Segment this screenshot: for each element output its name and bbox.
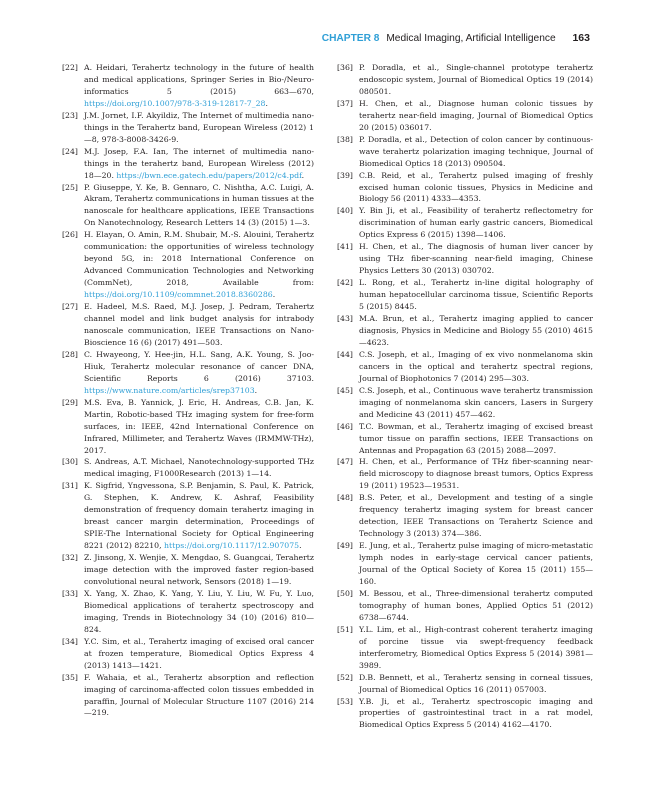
reference-text: C.S. Joseph, et al., Imaging of ex vivo nonmelanoma skin cancers in the optical and terahertz spectral regions, Journal of Biophotonics 7 (2014) 295—303. (359, 349, 593, 383)
running-header (322, 32, 590, 44)
page-number: 163 (572, 32, 590, 44)
reference-text: K. Sigfrid, Yngvessona, S.P. Benjamin, S. Paul, K. Patrick, G. Stephen, K. Andrew, K. Ashraf, Feasibility demonstration of frequency domain terahertz imaging in breast cancer margin determination, Proceedings of SPIE-The International Society for Optical Engineering 8221 (2012) 82210, https://doi.org/10.1117/12.907075. (84, 481, 314, 551)
reference-item (337, 134, 593, 170)
reference-item (62, 397, 314, 457)
reference-text: M.A. Brun, et al., Terahertz imaging applied to cancer diagnosis, Physics in Medicine and Biology 55 (2010) 4615—4623. (359, 314, 593, 347)
reference-item (62, 229, 314, 301)
reference-text: H. Chen, et al., Diagnose human colonic tissues by terahertz near-field imaging, Journal of Biomedical Optics 20 (2015) 036017. (359, 98, 593, 132)
reference-item (337, 421, 593, 457)
reference-text: Y.C. Sim, et al., Terahertz imaging of excised oral cancer at frozen temperature, Biomedical Optics Express 4 (2013) 1413—1421. (84, 636, 314, 670)
reference-number: [27] (62, 302, 78, 312)
reference-number: [24] (62, 146, 78, 156)
reference-text: S. Andreas, A.T. Michael, Nanotechnology-supported THz medical imaging, F1000Research (2013) 1—14. (84, 457, 314, 479)
reference-link[interactable]: https://bwn.ece.gatech.edu/papers/2012/c4.pdf (116, 170, 302, 180)
reference-link[interactable]: https://doi.org/10.1117/12.907075 (164, 541, 300, 551)
reference-item (337, 624, 593, 672)
reference-item (337, 696, 593, 732)
reference-item (337, 98, 593, 134)
reference-number: [31] (62, 481, 78, 491)
reference-item (62, 146, 314, 182)
reference-text: Y.L. Lim, et al., High-contrast coherent terahertz imaging of porcine tissue via swept-frequency feedback interferometry, Biomedical Optics Express 5 (2014) 3981—3989. (359, 624, 593, 670)
reference-text: Z. Jinsong, X. Wenjie, X. Mengdao, S. Guangcai, Terahertz image detection with the improved faster region-based convolutional neural network, Sensors (2018) 1—19. (84, 553, 314, 586)
reference-number: [29] (62, 397, 78, 407)
reference-text: E. Jung, et al., Terahertz pulse imaging of micro-metastatic lymph nodes in early-stage cervical cancer patients, Journal of the Optical Society of Korea 15 (2011) 155—160. (359, 541, 593, 586)
reference-item (337, 492, 593, 540)
references-left-column (62, 62, 314, 719)
reference-number: [43] (337, 314, 353, 324)
reference-text: A. Heidari, Terahertz technology in the future of health and medical applications, Springer Series in Bio-/Neuro-informatics 5 (2015) 663—670, https://doi.org/10.1007/978-3-319-12817-7_28. (84, 63, 314, 108)
reference-number: [50] (337, 588, 353, 598)
reference-number: [53] (337, 696, 353, 706)
chapter-label: CHAPTER 8 (321, 33, 380, 44)
reference-number: [52] (337, 672, 353, 682)
reference-link[interactable]: https://doi.org/10.1109/commnet.2018.8360286 (84, 290, 273, 300)
references-right-column (337, 62, 593, 731)
reference-number: [30] (62, 457, 78, 467)
reference-text: B.S. Peter, et al., Development and testing of a single frequency terahertz imaging system for breast cancer detection, IEEE Transactions on Terahertz Science and Technology 3 (2013) 374—386. (359, 493, 593, 539)
reference-item (337, 313, 593, 349)
reference-number: [38] (337, 134, 353, 144)
reference-number: [40] (337, 206, 353, 216)
reference-item (62, 480, 314, 552)
reference-number: [35] (62, 672, 78, 682)
reference-number: [46] (337, 421, 353, 431)
reference-item (337, 385, 593, 421)
reference-item (337, 241, 593, 277)
reference-text: H. Chen, et al., Performance of THz fiber-scanning near-field microscopy to diagnose breast tumors, Optics Express 19 (2011) 19523—19531. (359, 457, 594, 491)
reference-text: M.S. Eva, B. Yannick, J. Eric, H. Andreas, C.B. Jan, K. Martin, Robotic-based THz imaging system for free-form surfaces, in: IEEE, 42nd International Conference on Infrared, Millimeter, and Terahertz Waves (IRMMW-THz), 2017. (84, 397, 314, 455)
reference-item (337, 588, 593, 624)
reference-text: C.S. Joseph, et al., Continuous wave terahertz transmission imaging of nonmelanoma skin cancers, Lasers in Surgery and Medicine 43 (2011) 457—462. (359, 385, 593, 419)
reference-text: H. Chen, et al., The diagnosis of human liver cancer by using THz fiber-scanning near-field imaging, Chinese Physics Letters 30 (2013) 030702. (359, 242, 593, 276)
reference-item (62, 62, 314, 110)
chapter-title: Medical Imaging, Artificial Intelligence (386, 33, 556, 44)
reference-text: T.C. Bowman, et al., Terahertz imaging of excised breast tumor tissue on paraffin sections, IEEE Transactions on Antennas and Propagation 63 (2015) 2088—2097. (359, 421, 593, 455)
reference-number: [22] (62, 63, 78, 72)
reference-text: L. Rong, et al., Terahertz in-line digital holography of human hepatocellular carcinoma tissue, Scientific Reports 5 (2015) 8445. (359, 278, 593, 312)
reference-number: [42] (337, 278, 353, 288)
reference-text: F. Wahaia, et al., Terahertz absorption and reflection imaging of carcinoma-affected colon tissues embedded in paraffin, Journal of Molecular Structure 1107 (2016) 214—219. (84, 672, 314, 718)
reference-text: C. Hwayeong, Y. Hee-jin, H.L. Sang, A.K. Young, S. Joo-Hiuk, Terahertz molecular resonance of cancer DNA, Scientific Reports 6 (2016) 37103. https://www.nature.com/articles/srep37103. (84, 349, 314, 395)
reference-number: [28] (62, 349, 78, 359)
reference-item (62, 349, 314, 397)
reference-text: P. Doradla, et al., Detection of colon cancer by continuous-wave terahertz polarization imaging technique, Journal of Biomedical Optics 18 (2013) 090504. (359, 134, 593, 168)
reference-number: [44] (337, 349, 353, 359)
reference-number: [33] (62, 588, 78, 598)
reference-item (62, 636, 314, 672)
reference-number: [41] (337, 242, 353, 252)
reference-number: [34] (62, 636, 78, 646)
reference-item (337, 62, 593, 98)
reference-text: Y.B. Ji, et al., Terahertz spectroscopic imaging and properties of gastrointestinal tract in a rat model, Biomedical Optics Express 5 (2014) 4162—4170. (359, 696, 593, 730)
reference-item (62, 301, 314, 349)
reference-number: [39] (337, 170, 353, 180)
reference-text: X. Yang, X. Zhao, K. Yang, Y. Liu, Y. Liu, W. Fu, Y. Luo, Biomedical applications of terahertz spectroscopy and imaging, Trends in Biotechnology 34 (10) (2016) 810—824. (84, 588, 314, 634)
reference-number: [26] (62, 230, 78, 240)
reference-item (62, 456, 314, 480)
reference-item (337, 672, 593, 696)
reference-item (337, 205, 593, 241)
reference-number: [47] (337, 457, 353, 467)
reference-item (62, 672, 314, 720)
reference-number: [32] (62, 553, 78, 563)
reference-item (337, 456, 593, 492)
reference-text: P. Giuseppe, Y. Ke, B. Gennaro, C. Nishtha, A.C. Luigi, A. Akram, Terahertz communications in human tissues at the nanoscale for healthcare applications, IEEE Transactions On Nanotechnology, Research Letters 14 (3) (2015) 1—3. (84, 182, 314, 228)
reference-number: [36] (337, 63, 353, 72)
reference-text: E. Hadeel, M.S. Raed, M.J. Josep, J. Pedram, Terahertz channel model and link budget analysis for intrabody nanoscale communication, IEEE Transactions on Nano-Bioscience 16 (6) (2017) 491—503. (84, 302, 314, 347)
reference-item (62, 552, 314, 588)
reference-text: M.J. Josep, F.A. Ian, The internet of multimedia nano-things in the terahertz band, European Wireless (2012) 18—20. https://bwn.ece.gatech.edu/papers/2012/c4.pdf. (84, 146, 314, 180)
reference-text: D.B. Bennett, et al., Terahertz sensing in corneal tissues, Journal of Biomedical Optics 16 (2011) 057003. (359, 672, 593, 694)
reference-item (337, 170, 593, 206)
reference-text: C.B. Reid, et al., Terahertz pulsed imaging of freshly excised human colonic tissues, Physics in Medicine and Biology 56 (2011) 4333—4353. (359, 170, 593, 204)
reference-text: J.M. Jornet, I.F. Akyildiz, The Internet of multimedia nano-things in the Terahertz band, European Wireless (2012) 1—8, 978-3-8008-3426-9. (84, 110, 314, 144)
reference-text: P. Doradla, et al., Single-channel prototype terahertz endoscopic system, Journal of Biomedical Optics 19 (2014) 080501. (359, 63, 593, 96)
reference-link[interactable]: https://www.nature.com/articles/srep37103 (84, 385, 255, 395)
reference-item (337, 349, 593, 385)
reference-item (62, 110, 314, 146)
reference-item (62, 182, 314, 230)
reference-number: [37] (337, 98, 353, 108)
reference-number: [23] (62, 110, 78, 120)
reference-item (337, 277, 593, 313)
reference-number: [45] (337, 385, 353, 395)
reference-item (62, 588, 314, 636)
reference-text: H. Elayan, O. Amin, R.M. Shubair, M.-S. Alouini, Terahertz communication: the opportunities of wireless technology beyond 5G, in: 2018 International Conference on Advanced Communication Technologies and Networking (CommNet), 2018, Available from: https://doi.org/10.1109/commnet.2018.8360286. (84, 230, 314, 300)
reference-item (337, 540, 593, 588)
reference-text: Y. Bin Ji, et al., Feasibility of terahertz reflectometry for discrimination of human early gastric cancers, Biomedical Optics Express 6 (2015) 1398—1406. (359, 206, 593, 240)
reference-number: [25] (62, 182, 78, 192)
reference-text: M. Bessou, et al., Three-dimensional terahertz computed tomography of human bones, Applied Optics 51 (2012) 6738—6744. (359, 588, 593, 622)
reference-number: [51] (337, 624, 353, 634)
reference-link[interactable]: https://doi.org/10.1007/978-3-319-12817-7_28 (84, 98, 266, 108)
reference-number: [48] (337, 493, 353, 503)
reference-number: [49] (337, 541, 353, 551)
